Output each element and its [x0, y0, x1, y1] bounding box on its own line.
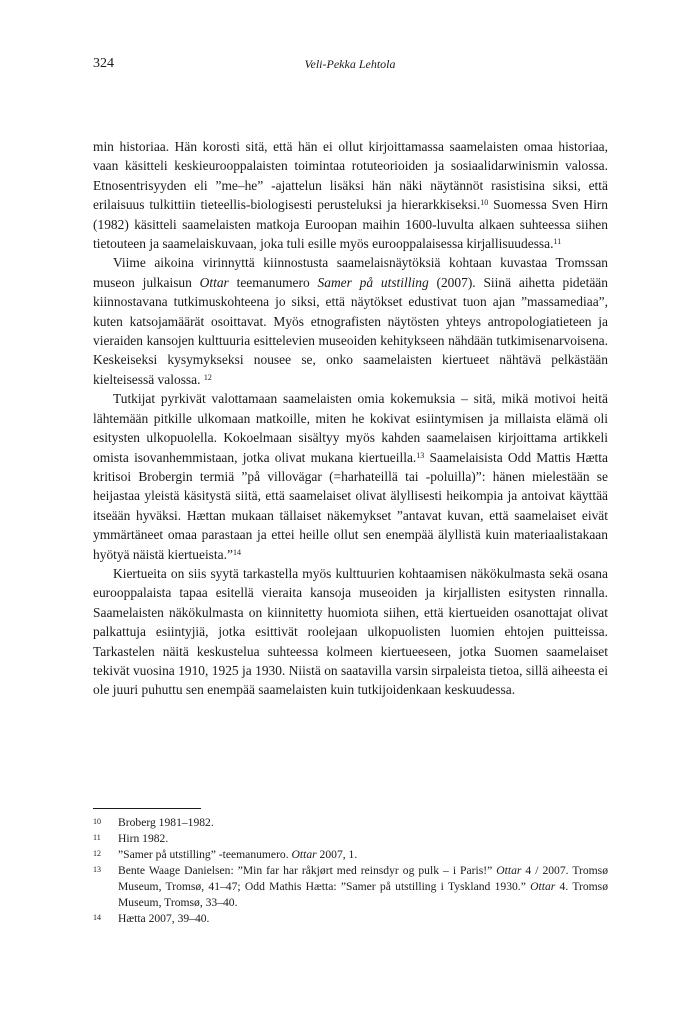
footnote-ref: 11 [553, 237, 562, 247]
text-run: min historiaa. Hän korosti sitä, että hän ei ollut kirjoittamassa saamelaisten omaa historiaa, vaan käsitteli keskieurooppalaisten toimintaa rotuteorioiden ja sosiaalidarwinismin valossa. Etnosentrisyyden eli ”me–he” -ajattelun lisäksi hän näki näytännöt rasistisina siksi, että erilaisuus tulkittiin tieteellis-biologisesti perusteluksi ja hierarkkiseksi. [93, 139, 608, 213]
footnote [93, 847, 608, 863]
text-run: Broberg 1981–1982. [118, 816, 214, 829]
text-run: 2007, 1. [316, 848, 358, 861]
footnote-text [118, 911, 608, 927]
text-run: Saamelaisista Odd Mattis Hætta kritisoi Brobergin termiä ”på villovägar (=harhateillä tai -poluilla)”: hänen mielestään se heijastaa yleistä käsitystä siitä, että saamelaiset olivat älyllisesti heikompia ja antoivat käyttää itseään hyväksi. Hættan mukaan tällaiset näkemykset ”antavat kuvan, että saamelaiset eivät ymmärtäneet omaa parastaan ja ettei heille ollut sen enempää älyllistä kuin materiaalistakaan hyötyä näistä kiertueista.” [93, 449, 608, 562]
footnote-divider [93, 808, 201, 809]
footnote-ref: 14 [232, 547, 241, 557]
text-run: Kiertueita on siis syytä tarkastella myös kulttuurien kohtaamisen näkökulmasta sekä osana eurooppalaista tapaa esitellä vieraita kansoja museoiden ja kirjallisten esitysten rinnalla. Saamelaisten näkökulmasta on kiinnitetty huomiota siihen, että kiertueiden osanottajat olivat palkattuja esiintyjiä, jotka esittivät roolejaan ulkopuolisten luomien ehtojen puitteissa. Tarkastelen näitä keskustelua suhteessa kolmeen kiertueeseen, jotka Suomen saamelaiset tekivät vuosina 1910, 1925 ja 1930. Niistä on saatavilla varsin sirpaleista tietoa, sillä aiheesta ei ole juuri puhuttu sen enempää saamelaisten kuin tutkijoidenkaan keskuudessa. [93, 565, 608, 698]
footnote-text [118, 863, 608, 911]
footnote-text [118, 831, 608, 847]
text-run: Hirn 1982. [118, 832, 169, 845]
text-run: Hætta 2007, 39–40. [118, 912, 210, 925]
text-run: Bente Waage Danielsen: ”Min far har råkjørt med reinsdyr og pulk – i Paris!” [118, 864, 497, 877]
text-run: teemanumero [228, 274, 318, 290]
italic-text: Ottar [291, 848, 317, 861]
footnote [93, 831, 608, 847]
text-run: Viime aikoina virinnyttä kiinnostusta saamelaisnäytöksiä kohtaan kuvastaa Tromssan museon julkaisun [93, 255, 608, 290]
footnote-number: 10 [93, 817, 101, 826]
text-run: ”Samer på utstilling” -teemanumero. [118, 848, 292, 861]
paragraph [93, 253, 608, 389]
italic-text: Ottar [530, 880, 556, 893]
paragraph [93, 137, 608, 253]
paragraph [93, 389, 608, 564]
footnote-ref: 10 [480, 198, 489, 208]
footnote-number: 14 [93, 913, 101, 922]
footnote-number: 11 [93, 833, 101, 842]
italic-text: Ottar [496, 864, 522, 877]
footnote [93, 911, 608, 927]
footnote [93, 863, 608, 911]
footnote-ref: 13 [416, 450, 425, 460]
paragraph [93, 564, 608, 700]
footnote-number: 12 [93, 849, 101, 858]
footnote-ref: 12 [203, 372, 212, 382]
footnotes [93, 815, 608, 927]
italic-text: Samer på utstilling [317, 274, 429, 290]
italic-text: Ottar [199, 274, 229, 290]
main-text [93, 137, 608, 700]
text-run: 4. Tromsø Museum, Tromsø, 33–40. [118, 880, 608, 909]
footnote-text [118, 815, 608, 831]
footnote-number: 13 [93, 865, 101, 874]
text-run: Tutkijat pyrkivät valottamaan saamelaisten omia kokemuksia – sitä, mikä motivoi heitä lähtemään pitkille ulkomaan matkoille, miten he kokivat esiintymisen ja millaista elämä oli esitysten ulkopuolella. Kokoelmaan sisältyy myös kahden saamelaisen kirjoittama artikkeli omista isovanhemmistaan, jotka olivat mukana kiertueilla. [93, 391, 608, 465]
text-run: 4 / 2007. Tromsø Museum, Tromsø, 41–47; Odd Mathis Hætta: ”Samer på utstilling i Tyskland 1930.” [118, 864, 608, 893]
footnote-text [118, 847, 608, 863]
page-number: 324 [93, 56, 114, 71]
footnote [93, 815, 608, 831]
text-run: Suomessa Sven Hirn (1982) käsitteli saamelaisten matkoja Euroopan maihin 1600-luvulta alkaen suhteessa siihen tietouteen ja saamelaiskuvaan, joka tuli esille myös eurooppalaisessa kirjallisuudessa. [93, 197, 609, 252]
running-title: Veli-Pekka Lehtola [304, 57, 396, 71]
text-run: (2007). Siinä aihetta pidetään kiinnostavana tutkimuskohteena jo siksi, että näytökset edustivat tuon ajan ”massamediaa”, kuten katsojamäärät osoittavat. Myös etnografisten näytösten yhteys antropologiatieteen ja vieraiden kansojen kulttuuria esittelevien museoiden kehitykseen nähdään tutkimisenarvoisena. Keskeiseksi kysymykseksi nousee se, onko saamelaisten kiertueet nähtävä pelkästään kielteisessä valossa. [93, 274, 608, 387]
